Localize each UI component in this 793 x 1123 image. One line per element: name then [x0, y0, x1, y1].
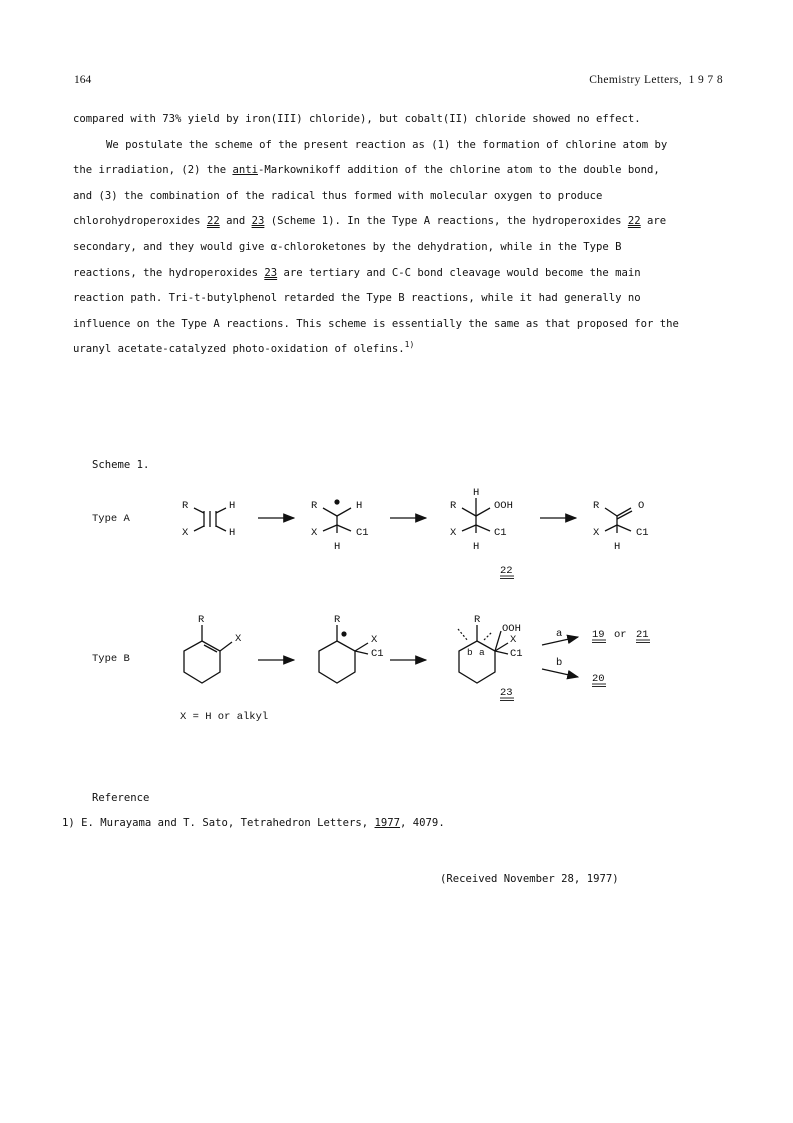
journal-year: 1 9 7 8 — [688, 74, 723, 86]
atom-ooh: OOH — [494, 500, 513, 512]
type-b-label: Type B — [92, 653, 130, 665]
atom-x: X — [593, 527, 600, 539]
ref1-prefix: 1) E. Murayama and T. Sato, Tetrahedron Letters, — [62, 817, 375, 829]
atom-x: X — [510, 634, 517, 646]
ref1-year: 1977 — [374, 817, 401, 829]
p2-anti: anti — [232, 164, 258, 177]
product-or: or — [614, 629, 627, 641]
atom-x: X — [450, 527, 457, 539]
atom-x: X — [182, 527, 189, 539]
atom-cl: C1 — [494, 527, 507, 539]
compound-label-23: 23 — [500, 687, 513, 699]
p2-text-4: are secondary, and they would give α-chloroketones by the dehydration, while in the Type B reactions, the hydroperoxides — [73, 215, 667, 279]
atom-r: R — [182, 500, 189, 512]
atom-cl: C1 — [356, 527, 369, 539]
radical-dot — [341, 631, 346, 636]
scheme-label: Scheme 1. — [92, 459, 150, 471]
p2-ref-23: 23 — [251, 215, 265, 228]
atom-r: R — [311, 500, 318, 512]
radical-dot — [334, 499, 339, 504]
radical-a-structure — [323, 508, 351, 533]
atom-o: O — [638, 500, 645, 512]
p2-ref-22: 22 — [206, 215, 220, 228]
page-number: 164 — [74, 74, 92, 86]
atom-ooh: OOH — [502, 623, 521, 635]
product-19: 19 — [592, 629, 605, 641]
atom-cl: C1 — [636, 527, 649, 539]
product-21: 21 — [636, 629, 649, 641]
atom-h: H — [473, 541, 480, 553]
ring-label-a: a — [479, 647, 485, 658]
alkene-structure — [194, 508, 226, 531]
atom-h: H — [614, 541, 621, 553]
atom-cl: C1 — [371, 648, 384, 660]
path-b-label: b — [556, 657, 563, 669]
p2-text-2: -Markownikoff addition of the chlorine atom to the double bond, and (3) the combination of the radical thus formed with molecular oxygen to produce chlorohydroperoxides — [73, 164, 660, 228]
references-heading: Reference — [92, 792, 150, 804]
footnote-marker: 1) — [404, 340, 415, 350]
atom-h: H — [473, 487, 480, 499]
path-a-label: a — [556, 628, 563, 640]
ring-label-b: b — [467, 647, 473, 658]
atom-h: H — [334, 541, 341, 553]
atom-r: R — [474, 614, 481, 626]
reference-1 — [62, 817, 445, 829]
atom-h: H — [356, 500, 363, 512]
ref1-suffix: , 4079. — [400, 817, 445, 829]
p2-and: and — [219, 215, 252, 228]
atom-x: X — [235, 633, 242, 645]
atom-x: X — [371, 634, 378, 646]
atom-h: H — [229, 527, 236, 539]
ketone-structure — [605, 508, 632, 533]
compound-label-22: 22 — [500, 565, 513, 577]
cyclohexene-structure — [184, 625, 232, 683]
type-a-label: Type A — [92, 513, 130, 525]
paragraph-1: compared with 73% yield by iron(III) chloride), but cobalt(II) chloride showed no effect. — [73, 113, 641, 125]
p2-text-1: We postulate the scheme of the present reaction as (1) the formation of chlorine atom by the irradiation, (2) the — [73, 138, 668, 177]
p2-text-5: are tertiary and C-C bond cleavage would become the main reaction path. Tri-t-butylphenol retarded the Type B reactions, while it had generally no influence on the Type A reactions. This scheme is essentially the same as that proposed for the uranyl acetate-catalyzed photo-oxidation of olefins. — [73, 266, 679, 356]
product-20: 20 — [592, 673, 605, 685]
arrow-path-b — [542, 669, 578, 677]
atom-h: H — [229, 500, 236, 512]
p2-text-3: (Scheme 1). In the Type A reactions, the hydroperoxides — [264, 215, 628, 228]
atom-cl: C1 — [510, 648, 523, 660]
p2-ref-23b: 23 — [264, 266, 278, 279]
p2-ref-22b: 22 — [627, 215, 641, 228]
atom-r: R — [593, 500, 600, 512]
received-date: (Received November 28, 1977) — [440, 873, 619, 885]
x-definition: X = H or alkyl — [180, 711, 269, 723]
cleavage-marks — [458, 629, 492, 641]
atom-r: R — [450, 500, 457, 512]
hydroperoxide-22-structure — [462, 498, 490, 533]
journal-name: Chemistry Letters, — [589, 74, 682, 86]
atom-x: X — [311, 527, 318, 539]
atom-r: R — [198, 614, 205, 626]
atom-r: R — [334, 614, 341, 626]
